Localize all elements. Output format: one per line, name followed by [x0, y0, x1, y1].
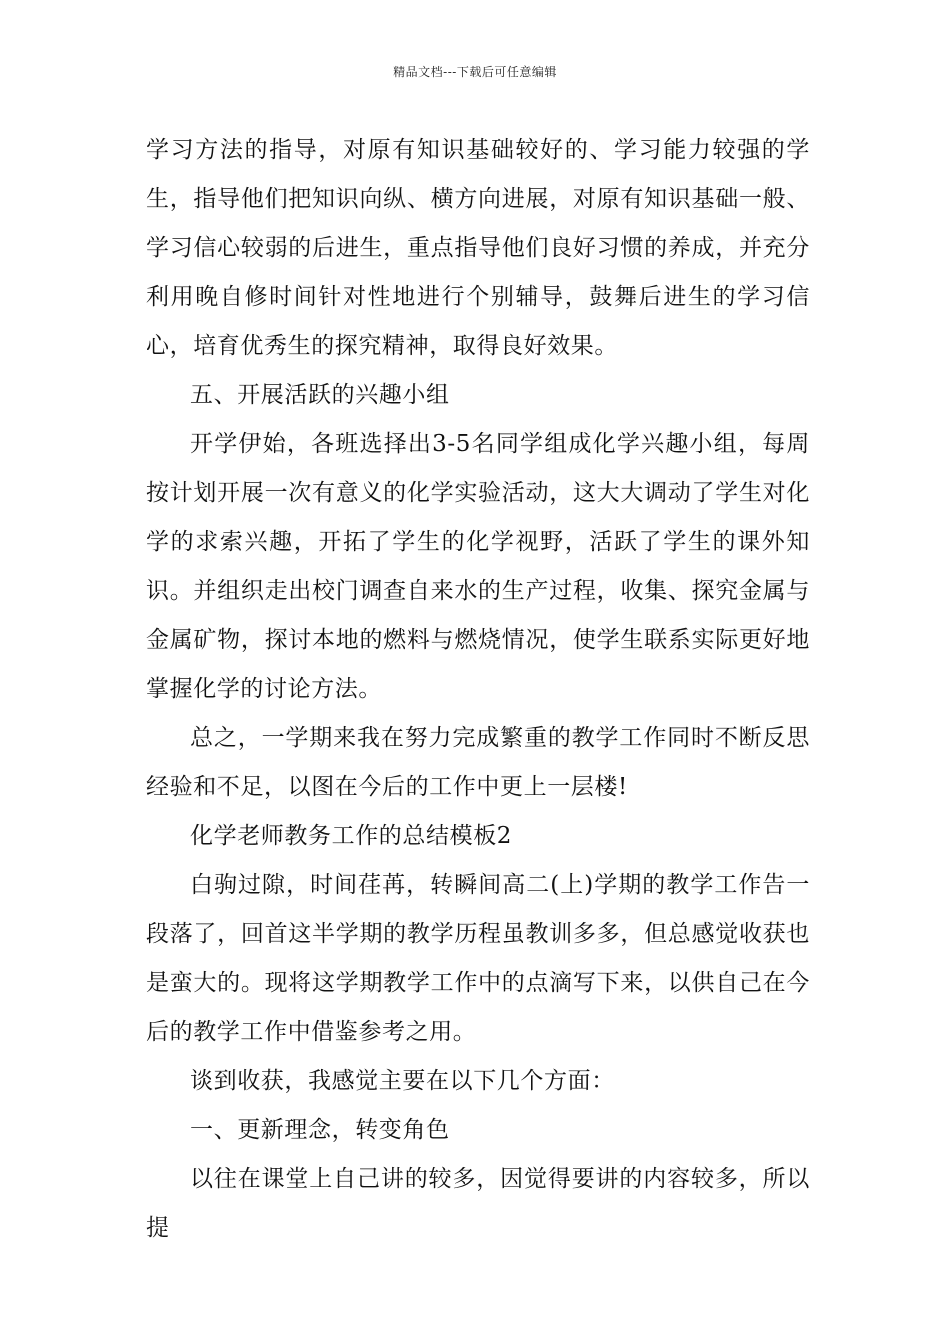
- paragraph-harvest: 谈到收获，我感觉主要在以下几个方面：: [190, 1068, 615, 1094]
- paragraph-classroom: 以往在课堂上自己讲的较多，因觉得要讲的内容较多，所以提: [146, 1166, 810, 1241]
- template-2-title: 化学老师教务工作的总结模板2: [190, 823, 513, 849]
- section-heading-1: 一、更新理念，转变角色: [190, 1117, 450, 1143]
- paragraph-intro: 白驹过隙，时间荏苒，转瞬间高二(上)学期的教学工作告一段落了，回首这半学期的教学历程虽教训多多，但总感觉收获也是蛮大的。现将这学期教学工作中的点滴写下来，以供自己在今后的教学工作中借鉴参考之用。: [146, 872, 810, 1045]
- paragraph-interest-group: 开学伊始，各班选择出3-5名同学组成化学兴趣小组，每周按计划开展一次有意义的化学实验活动，这大大调动了学生对化学的求索兴趣，开拓了学生的化学视野，活跃了学生的课外知识。并组织走出校门调查自来水的生产过程，收集、探究金属与金属矿物，探讨本地的燃料与燃烧情况，使学生联系实际更好地掌握化学的讨论方法。: [146, 431, 810, 702]
- document-body: [146, 126, 810, 1253]
- section-heading-5: 五、开展活跃的兴趣小组: [190, 382, 450, 408]
- page-header: 精品文档---下载后可任意编辑: [393, 65, 557, 79]
- paragraph-continuation: 学习方法的指导，对原有知识基础较好的、学习能力较强的学生，指导他们把知识向纵、横方向进展，对原有知识基础一般、学习信心较弱的后进生，重点指导他们良好习惯的养成，并充分利用晚自修时间针对性地进行个别辅导，鼓舞后进生的学习信心，培育优秀生的探究精神，取得良好效果。: [146, 137, 810, 359]
- paragraph-conclusion: 总之，一学期来我在努力完成繁重的教学工作同时不断反思经验和不足，以图在今后的工作中更上一层楼!: [146, 725, 810, 800]
